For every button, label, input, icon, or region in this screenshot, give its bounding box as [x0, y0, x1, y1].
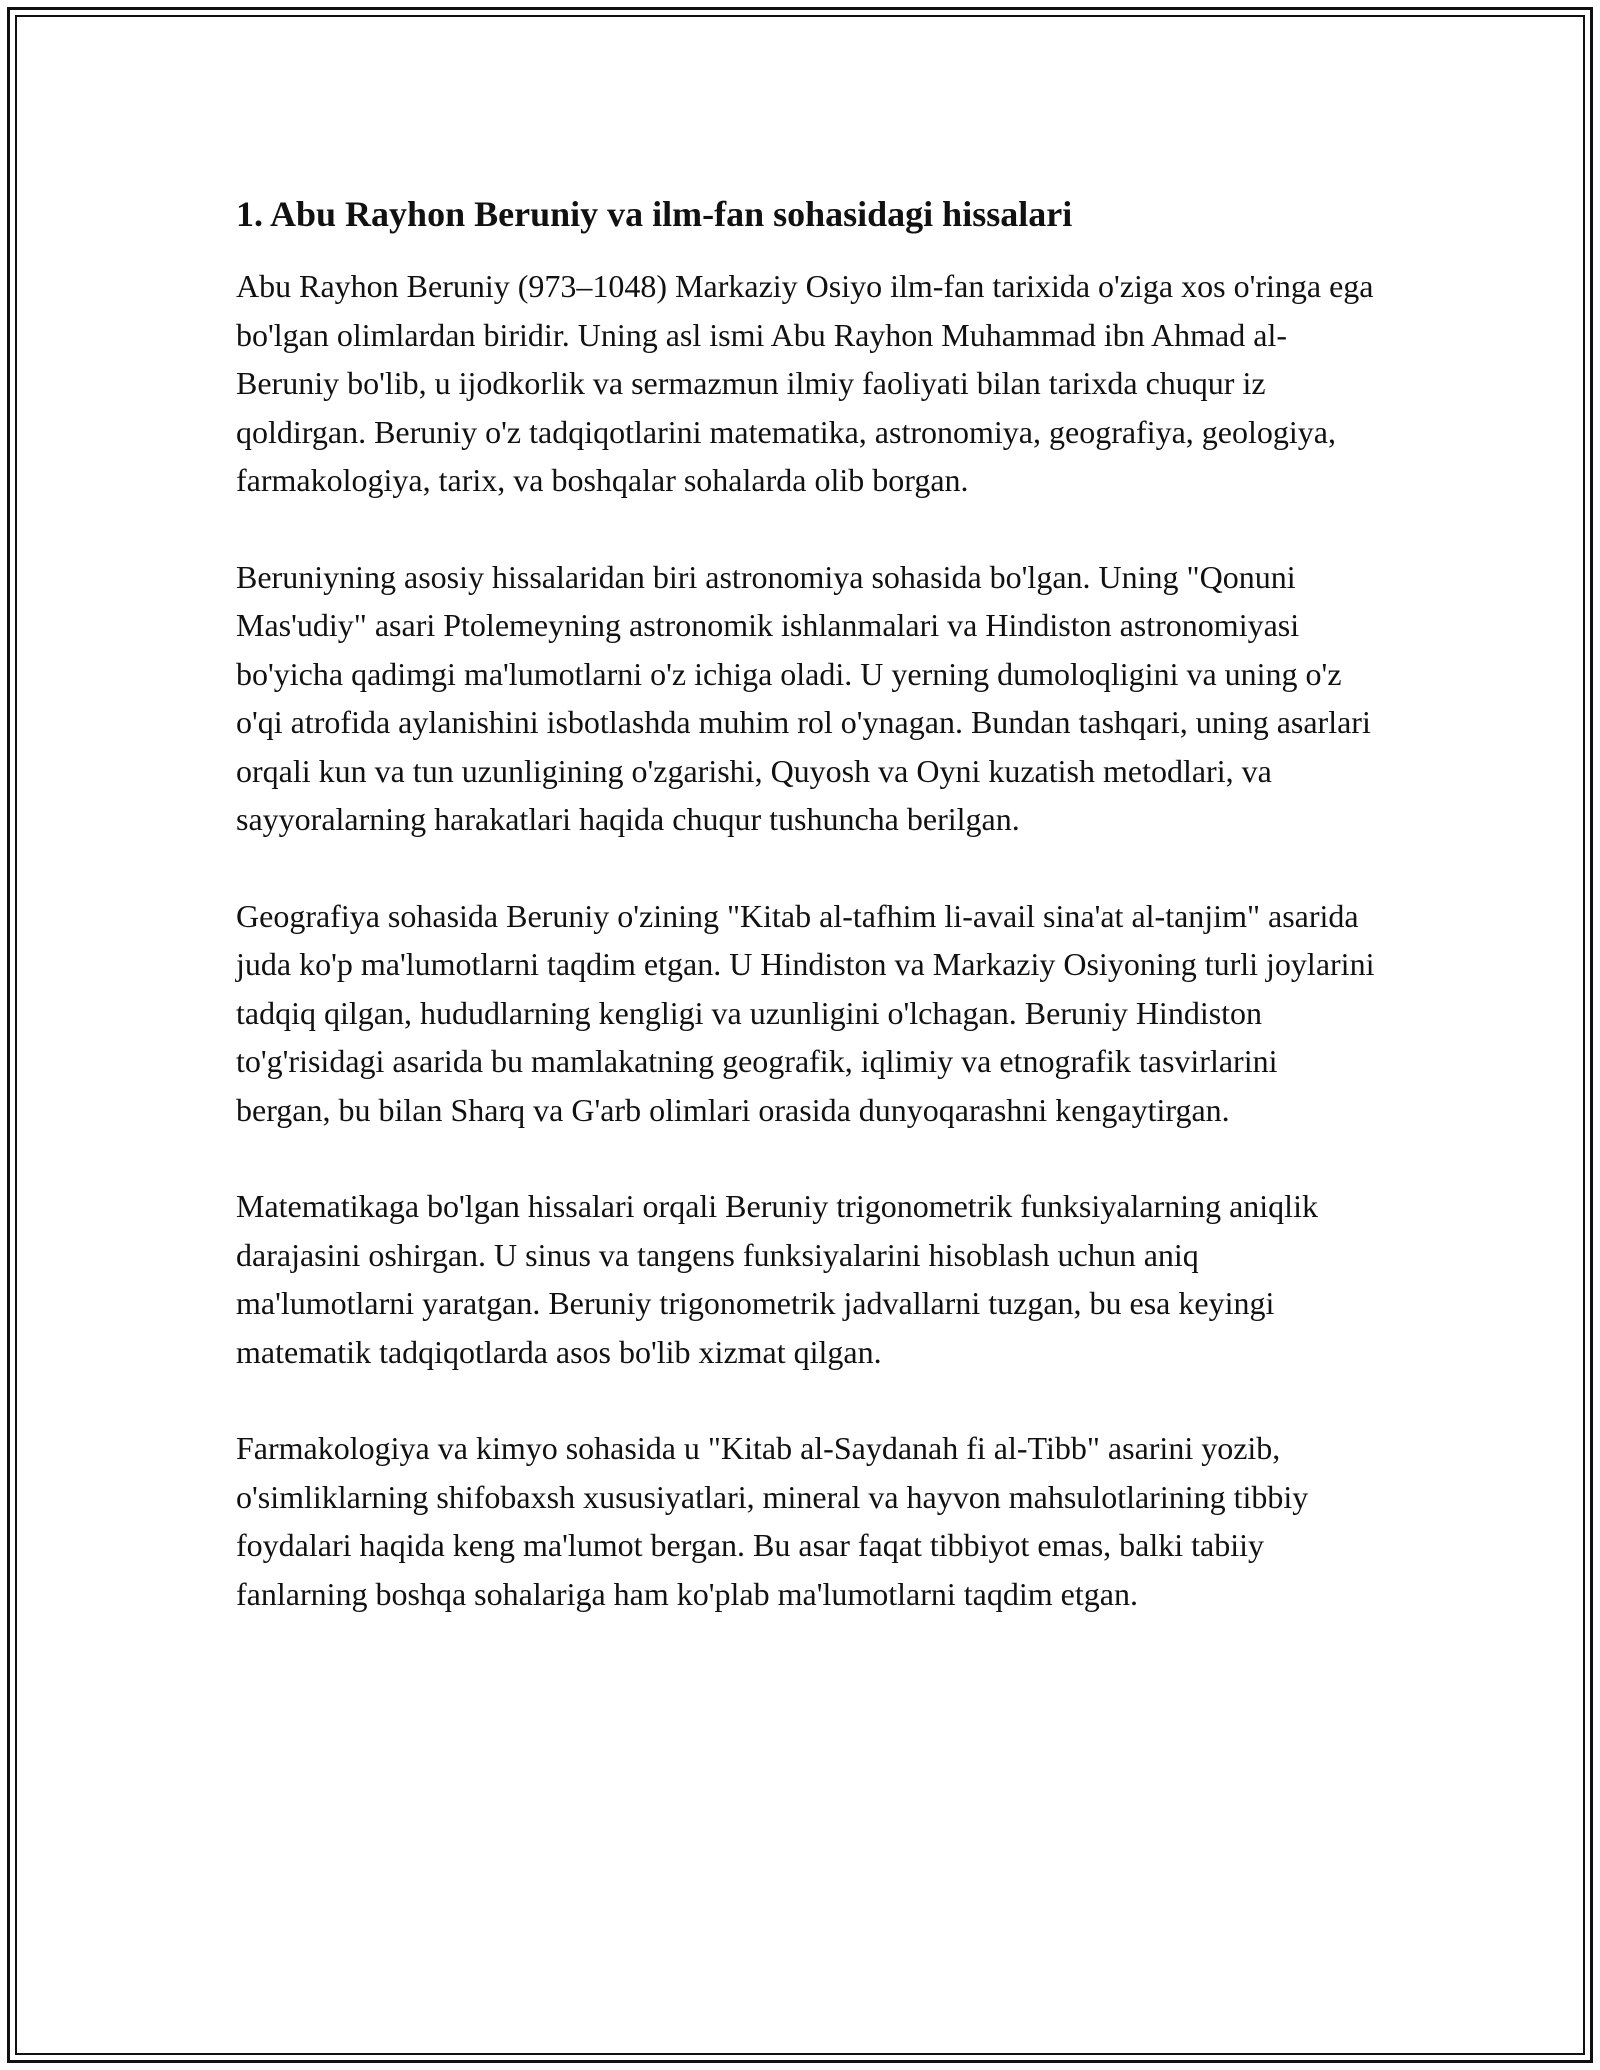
paragraph-geography: Geografiya sohasida Beruniy o'zining "Kitab al-tafhim li-avail sina'at al-tanjim" asarida juda ko'p ma'lumotlarni taqdim etgan. U Hindiston va Markaziy Osiyoning turli joylarini tadqiq qilgan, hududlarning kengligi va uzunligini o'lchagan. Beruniy Hindiston to'g'risidagi asarida bu mamlakatning geografik, iqlimiy va etnografik tasvirlarini bergan, bu bilan Sharq va G'arb olimlari orasida dunyoqarashni kengaytirgan. — [236, 897, 1375, 1128]
document-body — [236, 190, 1376, 1666]
section-heading: 1. Abu Rayhon Beruniy va ilm-fan sohasidagi hissalari — [236, 194, 1073, 234]
paragraph-astronomy: Beruniyning asosiy hissalaridan biri astronomiya sohasida bo'lgan. Uning "Qonuni Mas'udiy" asari Ptolemeyning astronomik ishlanmalari va Hindiston astronomiyasi bo'yicha qadimgi ma'lumotlarni o'z ichiga oladi. U yerning dumoloqligini va uning o'z o'qi atrofida aylanishini isbotlashda muhim rol o'ynagan. Bundan tashqari, uning asarlari orqali kun va tun uzunligining o'zgarishi, Quyosh va Oyni kuzatish metodlari, va sayyoralarning harakatlari haqida chuqur tushuncha berilgan. — [236, 558, 1371, 837]
paragraph-mathematics: Matematikaga bo'lgan hissalari orqali Beruniy trigonometrik funksiyalarning aniqlik darajasini oshirgan. U sinus va tangens funksiyalarini hisoblash uchun aniq ma'lumotlarni yaratgan. Beruniy trigonometrik jadvallarni tuzgan, bu esa keyingi matematik tadqiqotlarda asos bo'lib xizmat qilgan. — [236, 1188, 1318, 1370]
paragraph-pharmacology: Farmakologiya va kimyo sohasida u "Kitab al-Saydanah fi al-Tibb" asarini yozib, o'simliklarning shifobaxsh xususiyatlari, mineral va hayvon mahsulotlarining tibbiy foydalari haqida keng ma'lumot bergan. Bu asar faqat tibbiyot emas, balki tabiiy fanlarning boshqa sohalariga ham ko'plab ma'lumotlarni taqdim etgan. — [236, 1430, 1309, 1612]
paragraph-introduction: Abu Rayhon Beruniy (973–1048) Markaziy Osiyo ilm-fan tarixida o'ziga xos o'ringa ega bo'lgan olimlardan biridir. Uning asl ismi Abu Rayhon Muhammad ibn Ahmad al-Beruniy bo'lib, u ijodkorlik va sermazmun ilmiy faoliyati bilan tarixda chuqur iz qoldirgan. Beruniy o'z tadqiqotlarini matematika, astronomiya, geografiya, geologiya, farmakologiya, tarix, va boshqalar sohalarda olib borgan. — [236, 268, 1374, 498]
